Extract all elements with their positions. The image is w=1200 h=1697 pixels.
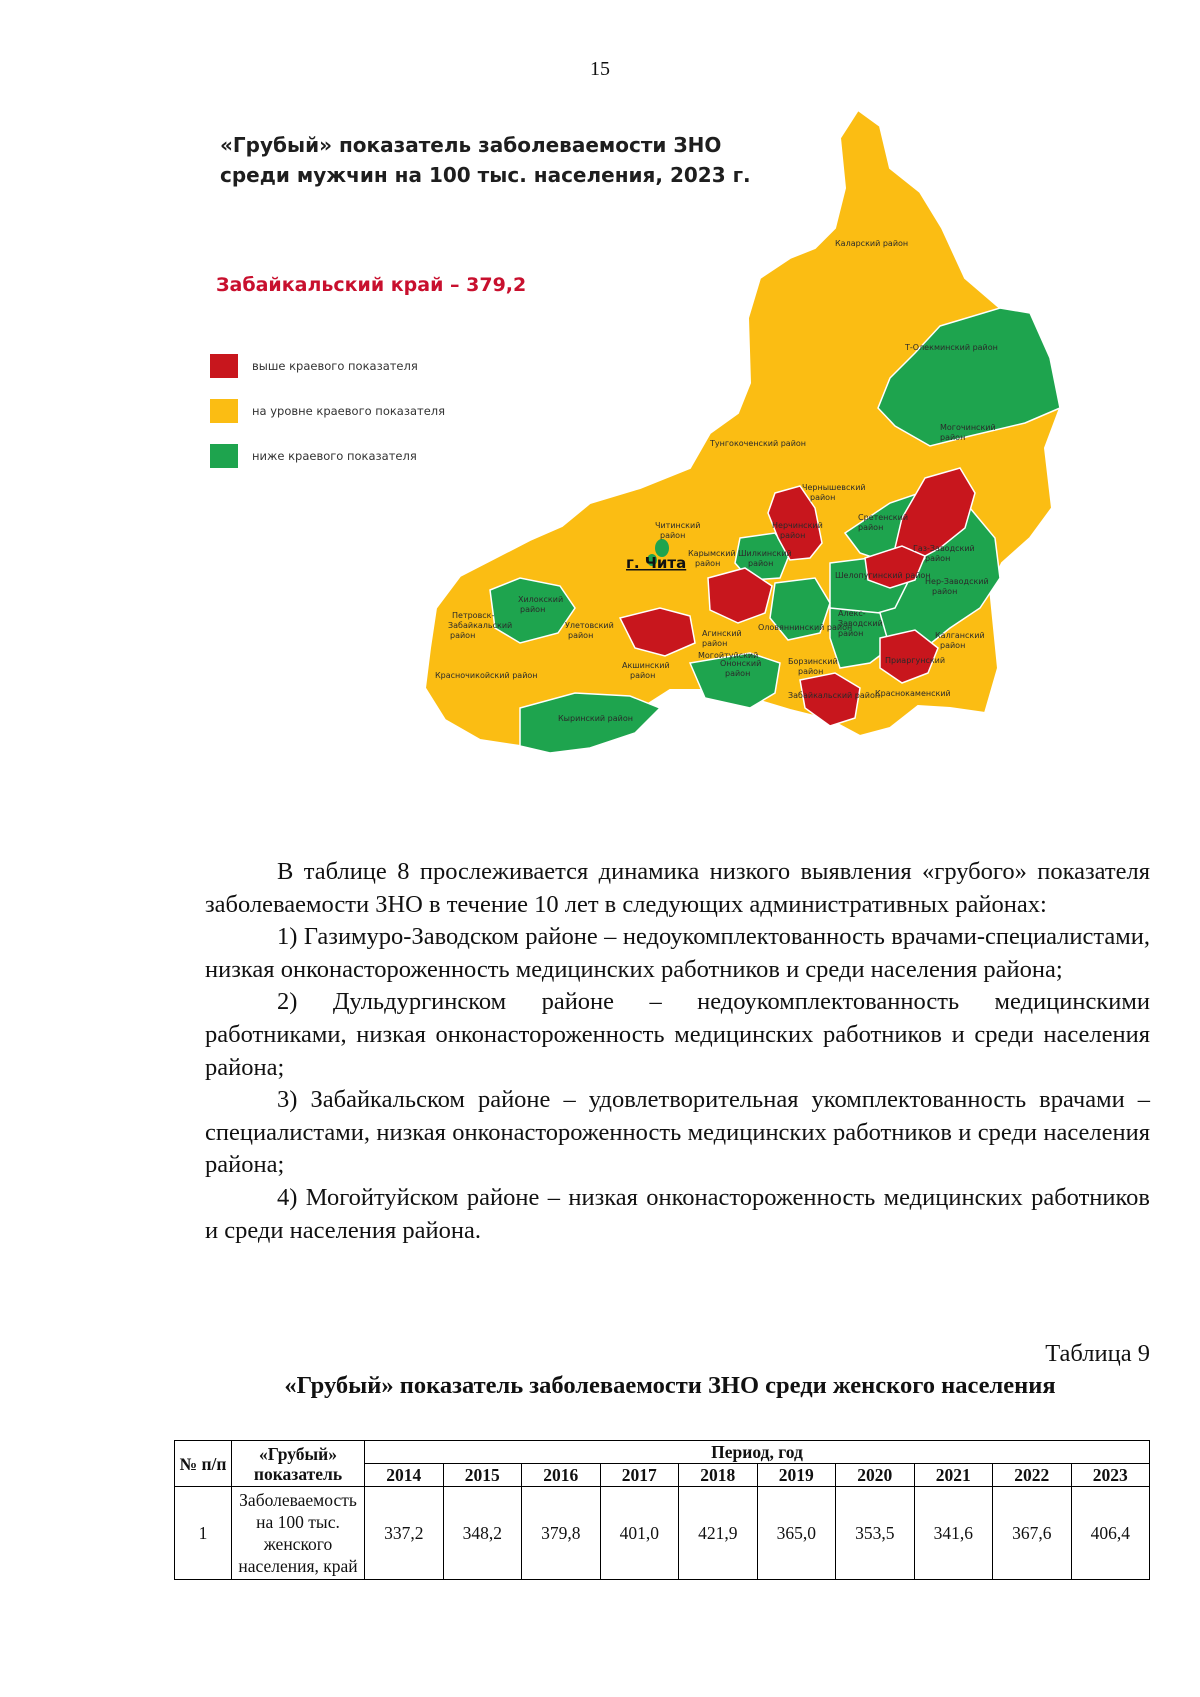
header-num: № п/п — [175, 1441, 232, 1487]
cell-indicator: Заболеваемость на 100 тыс. женского населения, край — [232, 1487, 365, 1580]
incidence-table — [174, 1440, 1150, 1580]
label-sretensky: Сретенский — [858, 513, 909, 522]
label-aginsky: район — [702, 639, 728, 648]
header-year: 2019 — [757, 1464, 836, 1487]
legend-item-below — [210, 433, 445, 478]
map-region-total: Забайкальский край – 379,2 — [216, 274, 527, 296]
table-row — [175, 1487, 1150, 1580]
label-petrovsk: район — [450, 631, 476, 640]
cell-value: 365,0 — [757, 1487, 836, 1580]
header-year: 2022 — [993, 1464, 1072, 1487]
cell-value: 379,8 — [522, 1487, 601, 1580]
label-karymsky: Карымский — [688, 549, 736, 558]
label-krasnokamensky: Краснокаменский — [875, 689, 951, 698]
paragraph-item-1: 1) Газимуро-Заводском районе – недоукомплектованность врачами-специалистами, низкая онконастороженность медицинских работников и среди населения района; — [205, 923, 1150, 983]
label-shelopuginsky: Шелопугинский район — [835, 571, 931, 580]
map-title: «Грубый» показатель заболеваемости ЗНО среди мужчин на 100 тыс. населения, 2023 г. — [220, 133, 751, 187]
header-year: 2021 — [914, 1464, 993, 1487]
label-akshinsky: Акшинский — [622, 661, 670, 670]
header-year: 2018 — [679, 1464, 758, 1487]
label-zabaykalsky: Забайкальский район — [788, 691, 881, 700]
cell-value: 406,4 — [1071, 1487, 1150, 1580]
label-nerchinsky: Нерчинский — [772, 521, 823, 530]
label-khiloksky: район — [520, 605, 546, 614]
label-aleksandrovo-zavodsky: Заводский — [838, 619, 883, 628]
label-petrovsk: Забайкальский — [448, 621, 513, 630]
city-label-chita: г. Чита — [626, 554, 687, 572]
label-shilkinsky: Шилкинский — [738, 549, 792, 558]
label-gazimuro-zavodsky: Газ-Заводский — [913, 544, 975, 553]
label-kalgansky: Калганский — [935, 631, 985, 640]
legend-label-above: выше краевого показателя — [252, 358, 418, 373]
legend-label-below: ниже краевого показателя — [252, 448, 417, 463]
cell-value: 341,6 — [914, 1487, 993, 1580]
paragraph-item-3: 3) Забайкальском районе – удовлетворительная укомплектованность врачами – специалистами, низкая онконастороженность медицинских работников и среди населения района; — [205, 1086, 1150, 1179]
legend-swatch-level — [210, 399, 238, 423]
map-legend — [210, 343, 445, 478]
cell-value: 337,2 — [365, 1487, 444, 1580]
label-priargunsky: Приаргунский — [885, 656, 946, 665]
cell-value: 348,2 — [443, 1487, 522, 1580]
label-uletovsky: район — [568, 631, 594, 640]
label-karymsky: район — [695, 559, 721, 568]
table-title: «Грубый» показатель заболеваемости ЗНО среди женского населения — [284, 1372, 1056, 1399]
label-uletovsky: Улетовский — [565, 621, 614, 630]
paragraph-intro: В таблице 8 прослеживается динамика низкого выявления «грубого» показателя заболеваемости ЗНО в течение 10 лет в следующих административных районах: — [205, 858, 1150, 918]
label-petrovsk: Петровск- — [452, 611, 495, 620]
label-mogochinsky: район — [940, 433, 966, 442]
legend-item-level — [210, 388, 445, 433]
header-year: 2020 — [836, 1464, 915, 1487]
legend-item-above — [210, 343, 445, 388]
label-aleksandrovo-zavodsky: Алекс- — [838, 609, 866, 618]
label-aginsky: Агинский — [702, 629, 742, 638]
table-number: Таблица 9 — [1045, 1340, 1150, 1367]
header-year: 2017 — [600, 1464, 679, 1487]
label-sretensky: район — [858, 523, 884, 532]
label-chernyshevsky: район — [810, 493, 836, 502]
label-akshinsky: район — [630, 671, 656, 680]
label-mogochinsky: Могочинский — [940, 423, 996, 432]
header-year: 2023 — [1071, 1464, 1150, 1487]
label-tungokochensky: Тунгокоченский район — [710, 439, 807, 448]
label-aleksandrovo-zavodsky: район — [838, 629, 864, 638]
header-indicator: «Грубый» показатель — [232, 1441, 365, 1487]
header-year: 2014 — [365, 1464, 444, 1487]
paragraph-item-4: 4) Могойтуйском районе – низкая онконастороженность медицинских работников и среди населения района. — [205, 1183, 1150, 1244]
label-tungiro-olekminsky: Т-Олекминский район — [905, 343, 998, 352]
label-ononsky: Ононский — [720, 659, 762, 668]
cell-value: 353,5 — [836, 1487, 915, 1580]
legend-label-level: на уровне краевого показателя — [252, 403, 446, 418]
label-borzinsky: Борзинский — [788, 657, 838, 666]
label-ononsky: район — [725, 669, 751, 678]
label-chernyshevsky: Чернышевский — [802, 483, 866, 492]
page-number: 15 — [590, 58, 610, 80]
label-chitinsky: район — [660, 531, 686, 540]
label-nerchinsky: район — [780, 531, 806, 540]
paragraph-item-2: 2) Дульдургинском районе – недоукомплектованность медицинскими работниками, низкая онконастороженность медицинских работников и среди населения района; — [205, 988, 1150, 1081]
label-olovyanninsky: Оловяннинский район — [758, 623, 853, 632]
label-kalgansky: район — [940, 641, 966, 650]
cell-value: 367,6 — [993, 1487, 1072, 1580]
label-khiloksky: Хилокский — [518, 595, 564, 604]
legend-swatch-above — [210, 354, 238, 378]
cell-value: 421,9 — [679, 1487, 758, 1580]
label-shilkinsky: район — [748, 559, 774, 568]
label-borzinsky: район — [798, 667, 824, 676]
table-header-row — [175, 1441, 1150, 1464]
label-gazimuro-zavodsky: район — [925, 554, 951, 563]
label-nerzavodsky: Нер-Заводский — [925, 577, 989, 586]
choropleth-map-figure — [190, 108, 1150, 828]
label-krasnochikoysky: Красночикойский район — [435, 671, 538, 680]
cell-num: 1 — [175, 1487, 232, 1580]
header-year: 2015 — [443, 1464, 522, 1487]
label-kyrinsky: Кыринский район — [558, 714, 633, 723]
header-period: Период, год — [365, 1441, 1150, 1464]
district-kyrinsky — [520, 693, 660, 753]
label-chitinsky: Читинский — [655, 521, 701, 530]
label-nerzavodsky: район — [932, 587, 958, 596]
label-mogoytuysky: Могойтуйский — [698, 651, 759, 660]
body-text — [205, 856, 1150, 1247]
legend-swatch-below — [210, 444, 238, 468]
header-year: 2016 — [522, 1464, 601, 1487]
label-kalarsky: Каларский район — [835, 239, 909, 248]
cell-value: 401,0 — [600, 1487, 679, 1580]
